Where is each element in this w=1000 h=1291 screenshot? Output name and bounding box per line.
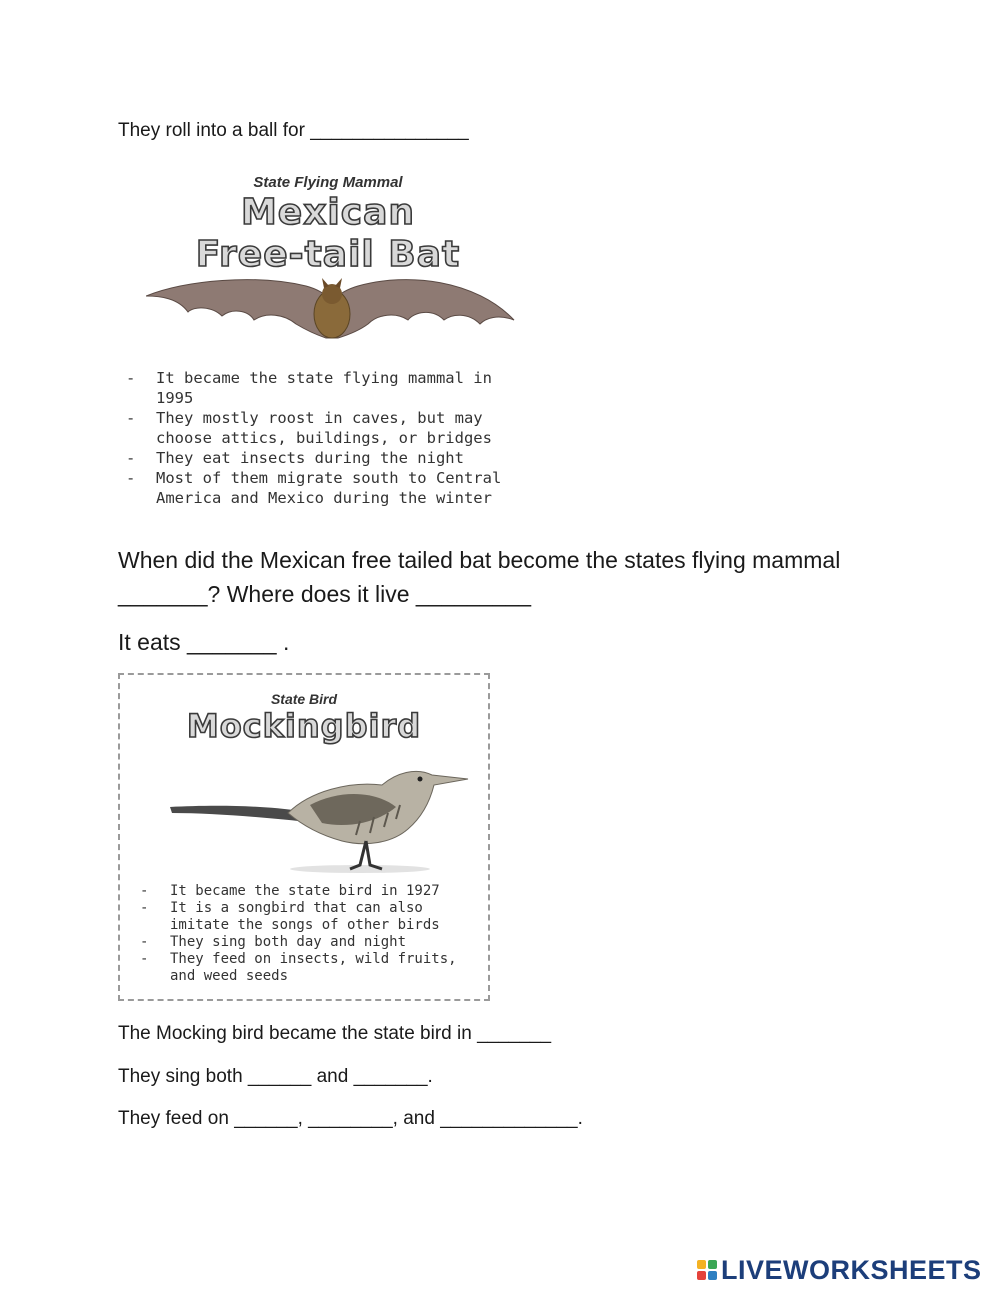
mockingbird-illustration <box>170 755 470 875</box>
bat-fact-card <box>118 168 538 530</box>
question-feed-on: They feed on ______, ________, and _____________. <box>118 1108 583 1129</box>
bird-card-title: Mockingbird <box>186 707 422 745</box>
question-bird-year: The Mocking bird became the state bird in _______ <box>118 1023 552 1044</box>
bird-fact: - It is a songbird that can also imitate the songs of other birds <box>140 900 440 933</box>
bat-fact: - They mostly roost in caves, but may choose attics, buildings, or bridges <box>126 409 492 447</box>
bird-fact: - They sing both day and night <box>140 934 407 950</box>
bird-eye <box>418 777 423 782</box>
bat-card-title-line2: Free-tail Bat <box>195 233 461 275</box>
bird-fact: - It became the state bird in 1927 <box>140 883 440 899</box>
question-sing-both: They sing both ______ and _______. <box>118 1066 433 1087</box>
bird-fact: - They feed on insects, wild fruits, and weed seeds <box>140 951 457 984</box>
question-it-eats: It eats _______ . <box>118 629 290 655</box>
bat-illustration <box>146 268 516 358</box>
bird-card-subtitle: State Bird <box>270 691 338 707</box>
bird-tail <box>170 806 300 821</box>
question-bat-year-line1: When did the Mexican free tailed bat become the states flying mammal <box>118 547 841 573</box>
bat-fact: - They eat insects during the night <box>126 449 464 467</box>
bat-card-title-line1: Mexican <box>240 192 416 233</box>
mockingbird-fact-card <box>118 673 490 1001</box>
question-roll-into-ball: They roll into a ball for _______________ <box>118 120 469 141</box>
question-bat-year-line2: _______? Where does it live _________ <box>118 581 532 607</box>
logo-mark-icon <box>697 1260 717 1280</box>
logo-text: LIVEWORKSHEETS <box>721 1254 982 1285</box>
liveworksheets-logo <box>697 1255 982 1285</box>
bat-facts-list <box>118 368 538 508</box>
bird-legs <box>350 841 382 869</box>
bat-fact: - Most of them migrate south to Central America and Mexico during the winter <box>126 469 502 507</box>
bat-card-subtitle: State Flying Mammal <box>253 174 403 191</box>
bird-facts-list <box>132 883 482 985</box>
bat-fact: - It became the state flying mammal in 1995 <box>126 369 492 407</box>
